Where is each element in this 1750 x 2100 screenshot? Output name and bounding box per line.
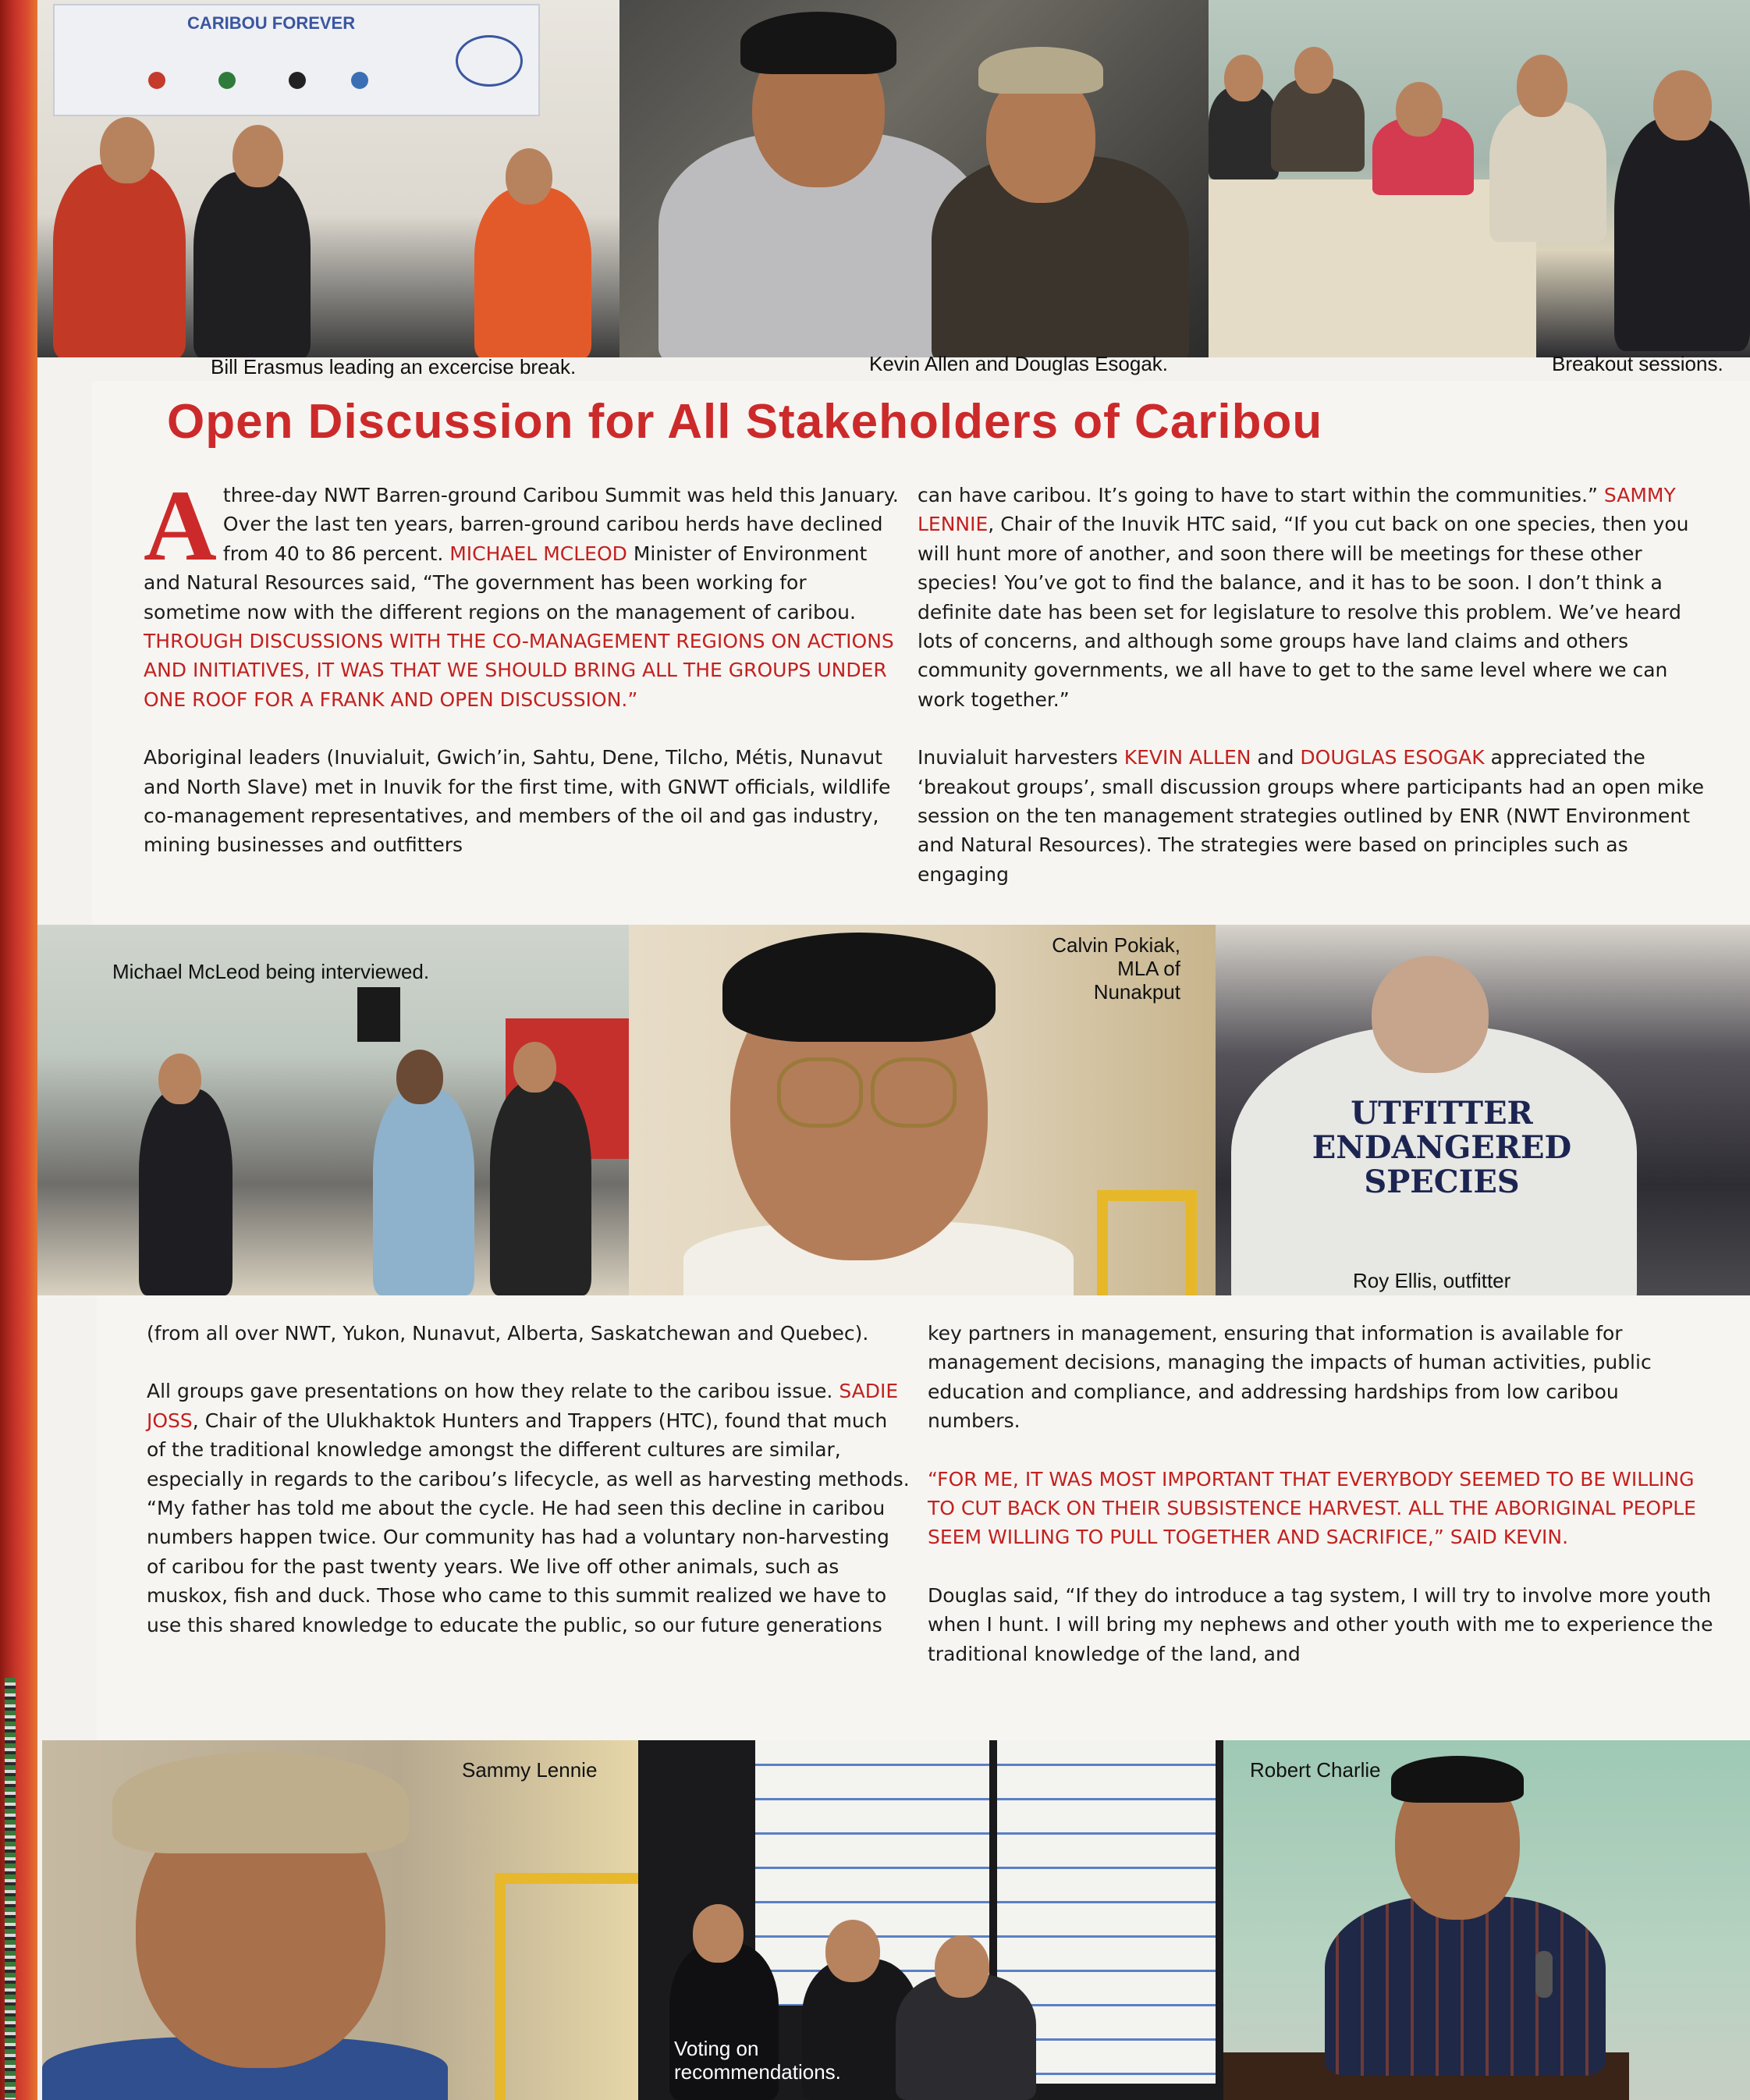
- column-1-bottom: [147, 1319, 911, 1640]
- table: [1209, 179, 1536, 357]
- hair: [1391, 1756, 1524, 1803]
- caption-kevin-douglas: Kevin Allen and Douglas Esogak.: [869, 352, 1169, 375]
- caption-calvin-pokiak: Calvin Pokiak, MLA of Nunakput: [1052, 933, 1180, 1004]
- photo-roy-ellis: [1216, 925, 1750, 1295]
- caption-exercise-break: Bill Erasmus leading an excercise break.: [211, 355, 577, 378]
- caption-roy-ellis: Roy Ellis, outfitter: [1353, 1269, 1511, 1292]
- caption-mcleod-interview: Michael McLeod being interviewed.: [112, 960, 430, 983]
- paragraph-sammy: can have caribou. It’s going to have to start within the communities.” SAMMY LENNIE, Chair of the Inuvik HTC said, “If you cut back on one species, then you will hunt more of another, and soon there will be meetings for these other species! You’ve got to find the balance, and it has to be soon. I don’t think a definite date has been set for legislature to resolve this problem. We’ve heard lots of concerns, and although some groups have land claims and others community governments, we all have to get to the same level where we can work together.”: [918, 484, 1689, 711]
- name-douglas-esogak: DOUGLAS ESOGAK: [1300, 746, 1485, 769]
- name-sammy-lennie: SAMMY LENNIE: [918, 484, 1676, 536]
- yellow-frame: [495, 1873, 638, 2100]
- hair: [722, 933, 996, 1042]
- article-headline: Open Discussion for All Stakeholders of Caribou: [167, 395, 1323, 449]
- shirt-text-line2: ENDANGERED: [1312, 1129, 1572, 1166]
- photo-sammy-lennie: [42, 1740, 638, 2100]
- speaker: [357, 987, 400, 1042]
- caption-voting: Voting on recommendations.: [674, 2037, 841, 2084]
- shirt-text-line3: SPECIES: [1364, 1164, 1520, 1200]
- quote-mcleod: THROUGH DISCUSSIONS WITH THE CO-MANAGEMENT REGIONS ON ACTIONS AND INITIATIVES, IT WAS THAT WE SHOULD BRING ALL THE GROUPS UNDER ONE ROOF FOR A FRANK AND OPEN DISCUSSION.”: [144, 630, 894, 711]
- microphone: [1535, 1951, 1553, 1998]
- paragraph-key-partners: key partners in management, ensuring that information is available for management decisions, managing the impacts of human activities, public education and compliance, and addressing hardships from low caribou numbers.: [928, 1322, 1652, 1433]
- banner: [53, 4, 540, 116]
- shirt-print: [1286, 1096, 1598, 1199]
- photo-kevin-douglas: [619, 0, 1209, 357]
- name-kevin-allen: KEVIN ALLEN: [1123, 746, 1251, 769]
- name-michael-mcleod: MICHAEL MCLEOD: [449, 542, 627, 565]
- banner-logo: [456, 35, 523, 87]
- magazine-page: [37, 0, 1750, 2100]
- column-2-bottom: [928, 1319, 1716, 1668]
- page-edge: [0, 0, 37, 2100]
- column-2-top: [918, 481, 1713, 889]
- color-strip: [5, 1678, 16, 2099]
- quote-kevin: “FOR ME, IT WAS MOST IMPORTANT THAT EVERYBODY SEEMED TO BE WILLING TO CUT BACK ON THEIR SUBSISTENCE HARVEST. ALL THE ABORIGINAL PEOPLE SEEM WILLING TO PULL TOGETHER AND SACRIFICE,” SAID KEVIN.: [928, 1467, 1696, 1549]
- shirt-text-line1: UTFITTER: [1351, 1095, 1533, 1132]
- paragraph-harvesters: Inuvialuit harvesters KEVIN ALLEN and DOUGLAS ESOGAK appreciated the ‘breakout groups’, small discussion groups where participants had an open mike session on the ten management strategies outlined by ENR (NWT Environment and Natural Resources). The strategies were based on principles such as engaging: [918, 746, 1704, 886]
- paragraph-intro: Athree-day NWT Barren-ground Caribou Summit was held this January. Over the last ten years, barren-ground caribou herds have declined from 40 to 86 percent. MICHAEL MCLEOD Minister of Environment and Natural Resources said, “The government has been working for sometime now with the different regions on the management of caribou. THROUGH DISCUSSIONS WITH THE CO-MANAGEMENT REGIONS ON ACTIONS AND INITIATIVES, IT WAS THAT WE SHOULD BRING ALL THE GROUPS UNDER ONE ROOF FOR A FRANK AND OPEN DISCUSSION.”: [144, 470, 899, 711]
- banner-title: CARIBOU FOREVER: [187, 13, 356, 33]
- paragraph-from-all-over: (from all over NWT, Yukon, Nunavut, Alberta, Saskatchewan and Quebec).: [147, 1322, 869, 1345]
- glasses-left: [777, 1057, 863, 1128]
- caption-sammy-lennie: Sammy Lennie: [462, 1758, 598, 1782]
- caption-breakout: Breakout sessions.: [1552, 352, 1723, 375]
- photo-exercise-break: [37, 0, 619, 357]
- drop-cap: A: [144, 470, 217, 582]
- glasses-right: [871, 1057, 957, 1128]
- photo-robert-charlie: [1223, 1740, 1750, 2100]
- caption-robert-charlie: Robert Charlie: [1250, 1758, 1381, 1782]
- column-1-top: [144, 470, 908, 860]
- paragraph-douglas: Douglas said, “If they do introduce a tag system, I will try to involve more youth when I hunt. I will bring my nephews and other youth with me to experience the traditional knowledge of the land, and: [928, 1583, 1713, 1665]
- door-frame: [1097, 1190, 1197, 1295]
- paragraph-leaders: Aboriginal leaders (Inuvialuit, Gwich’in, Sahtu, Dene, Tilcho, Métis, Nunavut and North Slave) met in Inuvik for the first time, with GNWT officials, wildlife co-management representatives, and members of the oil and gas industry, mining businesses and outfitters: [144, 746, 891, 857]
- name-sadie-joss: SADIE JOSS: [147, 1380, 899, 1432]
- photo-breakout: [1209, 0, 1750, 357]
- paragraph-sadie-joss: All groups gave presentations on how they relate to the caribou issue. SADIE JOSS, Chair of the Ulukhaktok Hunters and Trappers (HTC), found that much of the traditional knowledge amongst the different cultures are similar, especially in regards to the caribou’s lifecycle, as well as harvesting methods. “My father has told me about the cycle. He had seen this decline in caribou numbers happen twice. Our community has had a voluntary non-harvesting of caribou for the past twenty years. We live off other animals, such as muskox, fish and duck. Those who came to this summit realized we have to use this shared knowledge to educate the public, so our future generations: [147, 1380, 910, 1636]
